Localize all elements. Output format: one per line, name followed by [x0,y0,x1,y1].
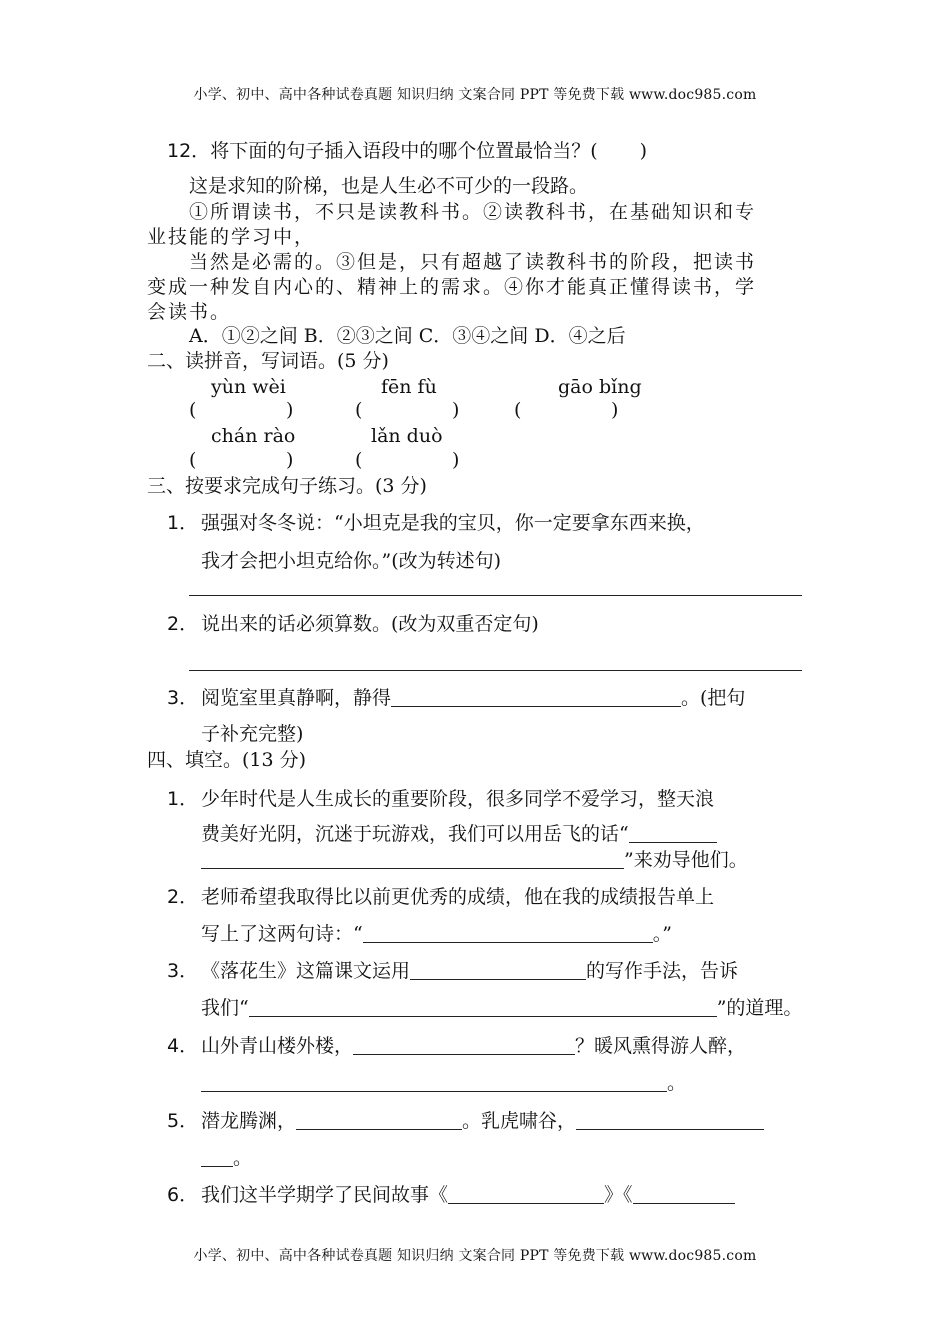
s4-item4-line1 [201,1034,746,1058]
word-box-open: ( [355,399,363,421]
s4-item2-line2 [201,922,672,946]
s4-item4-text-mid: ？暖风熏得游人醉， [575,1035,747,1057]
s3-item3-blank[interactable] [391,688,681,707]
s4-item-number: 6． [167,1184,199,1206]
q12-number: 12． [167,140,211,162]
s4-item2-text: 写上了这两句诗：“ [201,923,363,945]
s4-item6-blank-a[interactable] [448,1185,604,1204]
s4-item3-text2: 我们“ [201,997,249,1019]
word-input-5[interactable] [366,451,448,473]
pinyin-5: lǎn duò [371,425,443,447]
s4-item4-blank-a[interactable] [353,1036,575,1055]
page-footer: 小学、初中、高中各种试卷真题 知识归纳 文案合同 PPT 等免费下载 www.doc985.com [193,1248,757,1264]
s4-item-number: 5． [167,1110,199,1132]
pinyin-2: fēn fù [381,376,437,398]
q12-passage-line: 当然是必需的。③但是，只有超越了读教科书的阶段，把读书 [189,251,757,273]
s4-item1-line2 [201,822,717,846]
section2-title: 二、读拼音，写词语。(5 分) [147,350,389,372]
pinyin-1: yùn wèi [211,376,286,398]
s4-item4-line2 [201,1071,686,1095]
q12-close: ) [639,140,648,162]
s4-item5-blank-a[interactable] [296,1111,462,1130]
pinyin-4: chán rào [211,425,296,447]
word-box-close: ) [452,449,460,471]
s4-item1-text: 费美好光阴，沉迷于玩游戏，我们可以用岳飞的话“ [201,823,629,845]
s3-item1-answer-line[interactable] [189,595,802,596]
s4-item-number: 3． [167,960,199,982]
word-box-open: ( [189,399,197,421]
s4-item6-line1 [201,1183,735,1207]
s4-item5-blank-b[interactable] [576,1111,764,1130]
s4-item1-line3 [201,848,748,872]
word-box-open: ( [514,399,522,421]
word-box-close: ) [611,399,619,421]
s4-item5-text-end: 。 [233,1147,253,1169]
s3-item2-answer-line[interactable] [189,670,802,671]
q12-passage-line: 变成一种发自内心的、精神上的需求。④你才能真正懂得读书，学 [147,276,757,298]
s4-item6-text-mid: 》《 [604,1184,633,1206]
s4-item3-text-mid: 的写作手法，告诉 [586,960,739,982]
s3-item3-post: 。(把句 [681,687,746,709]
section3-title: 三、按要求完成句子练习。(3 分) [147,475,427,497]
section4-title: 四、填空。(13 分) [147,749,307,771]
word-input-2[interactable] [366,401,448,423]
s4-item3-text: 《落花生》这篇课文运用 [201,960,411,982]
s4-item-number: 1． [167,788,199,810]
s4-item5-text: 潜龙腾渊， [201,1110,297,1132]
q12-passage-line: 会读书。 [147,301,232,323]
s4-item6-blank-b[interactable] [633,1185,735,1204]
s4-item2-line1: 老师希望我取得比以前更优秀的成绩，他在我的成绩报告单上 [201,886,715,908]
s4-item5-blank-c[interactable] [201,1148,233,1167]
s3-item1-line: 强强对冬冬说：“小坦克是我的宝贝，你一定要拿东西来换， [201,512,705,534]
s4-item1-blank-b[interactable] [201,850,624,869]
q12-options: A．①②之间 B．②③之间 C．③④之间 D．④之后 [189,325,626,347]
word-input-4[interactable] [200,451,282,473]
s4-item1-blank-a[interactable] [629,824,717,843]
s3-item-number: 1． [167,512,199,534]
q12-question-text: 将下面的句子插入语段中的哪个位置最恰当？( [210,140,598,162]
s4-item3-blank-b[interactable] [249,998,717,1017]
s4-item-number: 4． [167,1035,199,1057]
word-box-close: ) [452,399,460,421]
word-input-3[interactable] [525,401,607,423]
s4-item3-line1 [201,959,738,983]
s4-item3-line2 [201,996,802,1020]
word-box-open: ( [189,449,197,471]
q12-question [167,139,647,163]
s4-item4-blank-b[interactable] [201,1073,667,1092]
word-input-1[interactable] [200,401,282,423]
s3-item-number: 3． [167,687,199,709]
q12-passage-line: ①所谓读书，不只是读教科书。②读教科书，在基础知识和专 [189,201,757,223]
word-box-open: ( [355,449,363,471]
s4-item1-line1: 少年时代是人生成长的重要阶段，很多同学不爱学习，整天浪 [201,788,715,810]
s3-item3-pre: 阅览室里真静啊，静得 [201,687,392,709]
s4-item2-blank[interactable] [363,924,653,943]
q12-passage-line: 业技能的学习中， [147,226,316,248]
s4-item3-text-end: ”的道理。 [716,997,803,1019]
q12-sentence: 这是求知的阶梯，也是人生必不可少的一段路。 [189,175,589,197]
s4-item-number: 2． [167,886,199,908]
s4-item5-text-mid: 。乳虎啸谷， [462,1110,577,1132]
page-header: 小学、初中、高中各种试卷真题 知识归纳 文案合同 PPT 等免费下载 www.doc985.com [193,87,757,103]
s3-item-number: 2． [167,613,199,635]
s4-item5-line2 [201,1146,252,1170]
s4-item6-text: 我们这半学期学了民间故事《 [201,1184,449,1206]
s4-item2-text-end: 。” [652,923,672,945]
s4-item5-line1 [201,1109,764,1133]
s4-item3-blank-a[interactable] [410,961,586,980]
s4-item4-text: 山外青山楼外楼， [201,1035,354,1057]
s3-item1-line: 我才会把小坦克给你。”(改为转述句) [201,550,502,572]
s4-item1-text-end: ”来劝导他们。 [624,849,748,871]
s3-item3-line2: 子补充完整) [201,723,304,745]
word-box-close: ) [286,449,294,471]
pinyin-3: gāo bǐng [558,376,642,398]
word-box-close: ) [286,399,294,421]
s3-item2-line: 说出来的话必须算数。(改为双重否定句) [201,613,539,635]
s4-item4-text-end: 。 [667,1072,687,1094]
s3-item3-line [201,686,745,710]
